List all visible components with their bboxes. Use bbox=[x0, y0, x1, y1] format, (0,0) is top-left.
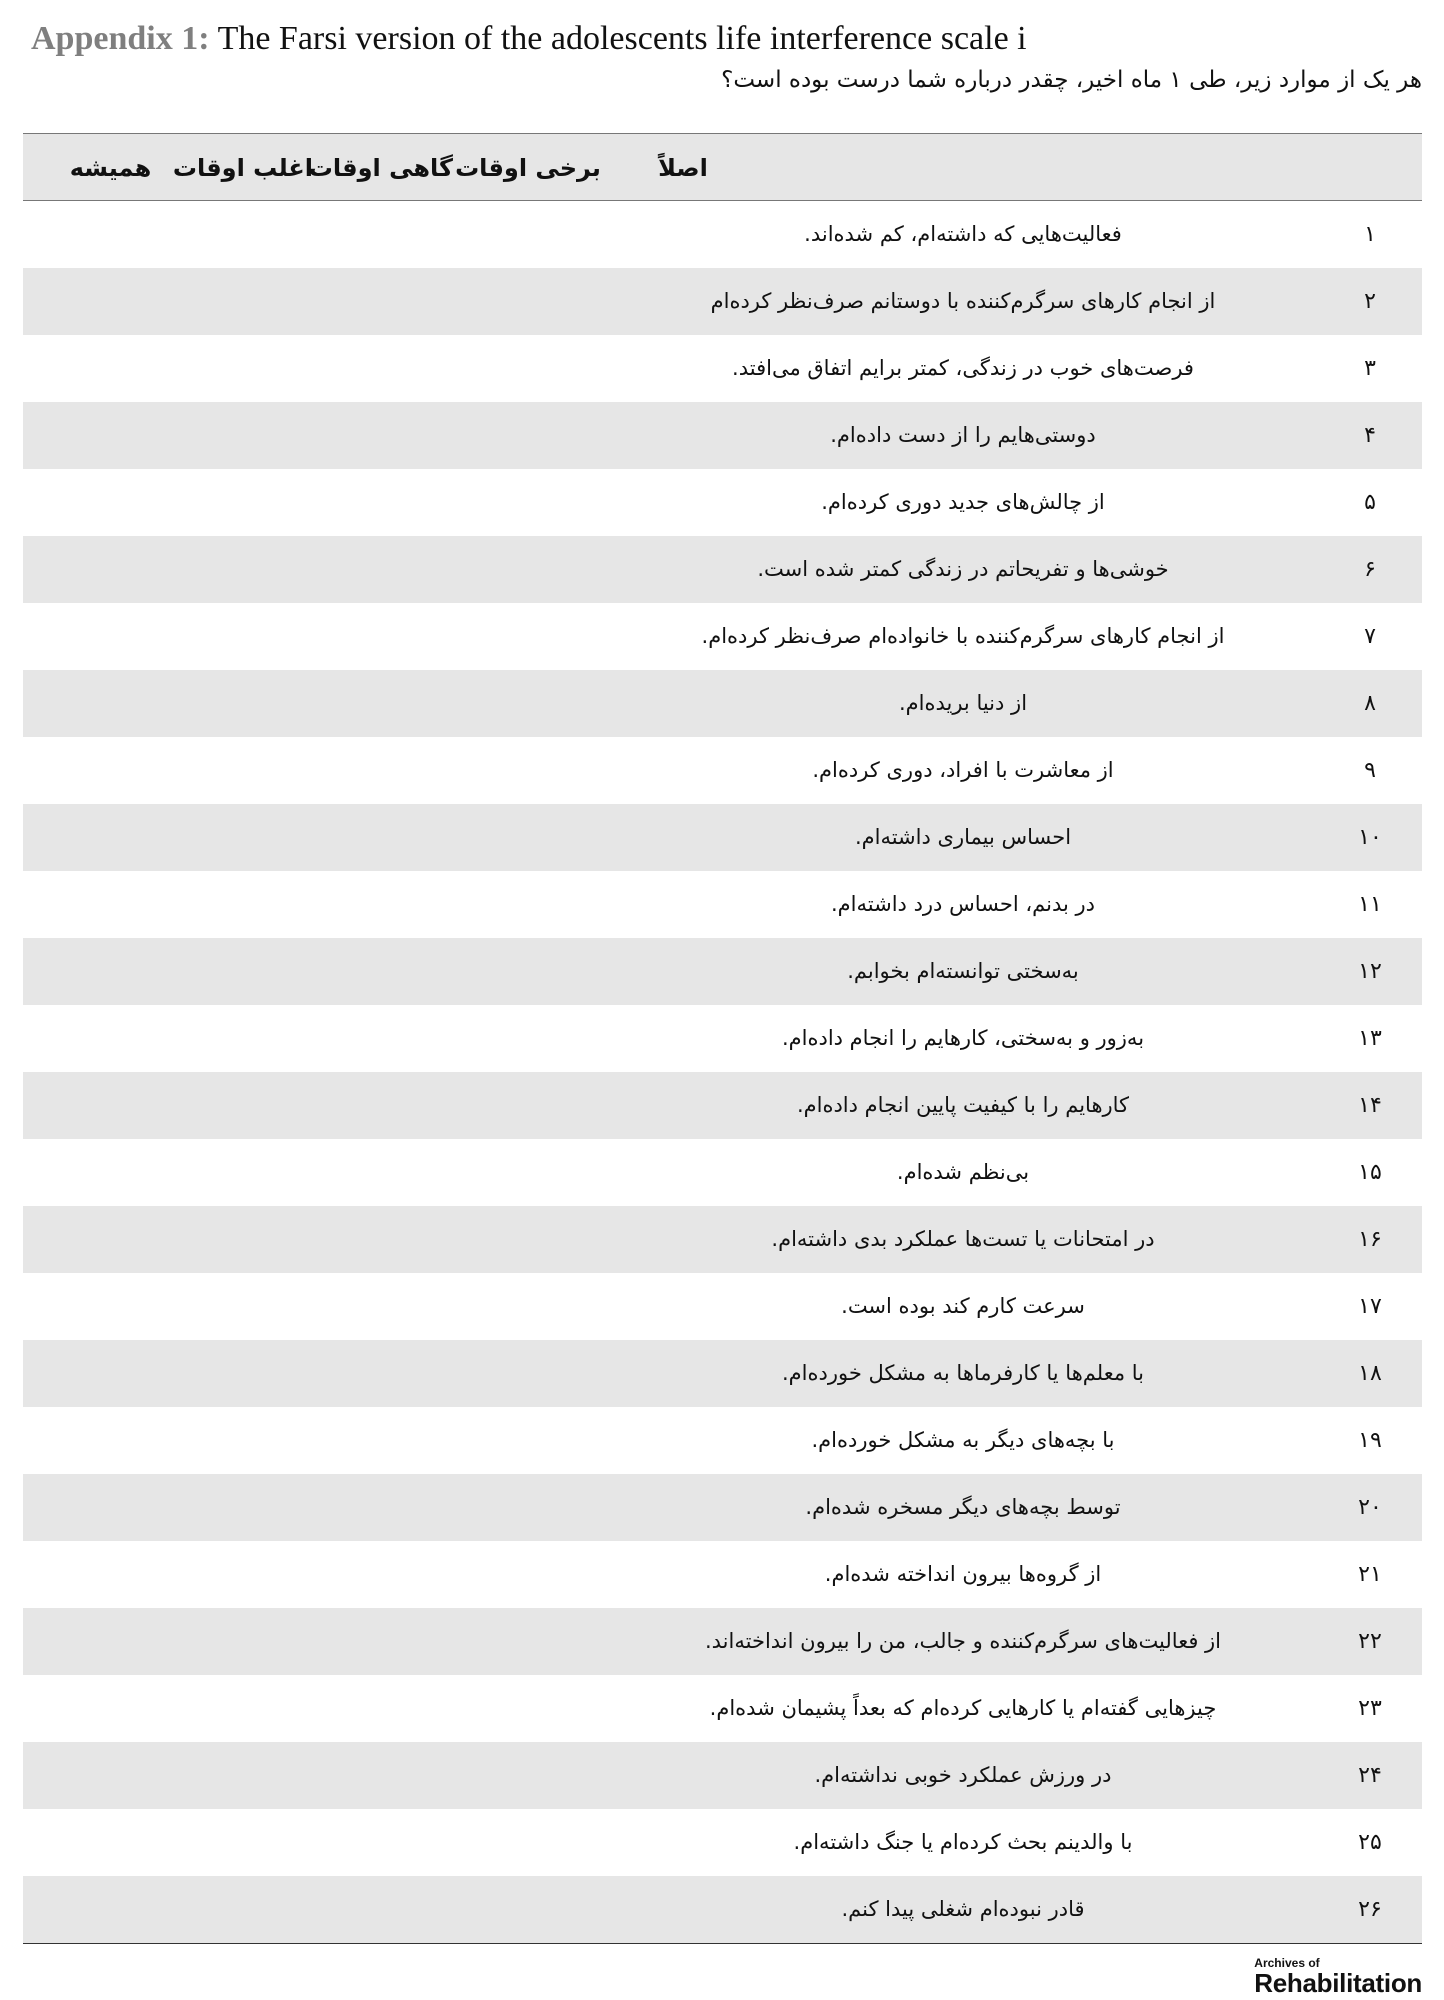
row-number: ۲۲ bbox=[1358, 1629, 1382, 1654]
table-row bbox=[23, 201, 1422, 268]
row-statement: خوشی‌ها و تفریحاتم در زندگی کمتر شده است. bbox=[757, 557, 1169, 581]
table-row bbox=[23, 670, 1422, 737]
row-statement: فرصت‌های خوب در زندگی، کمتر برایم اتفاق می‌افتد. bbox=[732, 356, 1194, 380]
row-statement: از معاشرت با افراد، دوری کرده‌ام. bbox=[812, 758, 1114, 782]
row-statement: با معلم‌ها یا کارفرماها به مشکل خورده‌ام. bbox=[781, 1361, 1145, 1385]
table-row bbox=[23, 1005, 1422, 1072]
row-statement: به‌زور و به‌سختی، کارهایم را انجام داده‌ام. bbox=[781, 1026, 1145, 1050]
appendix-title bbox=[31, 14, 1027, 64]
row-number: ۱۴ bbox=[1358, 1093, 1382, 1118]
table-row bbox=[23, 335, 1422, 402]
table-row bbox=[23, 536, 1422, 603]
table-row bbox=[23, 1742, 1422, 1809]
row-number: ۲۵ bbox=[1358, 1830, 1382, 1855]
table-row bbox=[23, 1273, 1422, 1340]
table-body bbox=[23, 201, 1422, 1943]
scale-table bbox=[23, 133, 1422, 1944]
row-number: ۱۰ bbox=[1358, 825, 1382, 850]
instruction-text: هر یک از موارد زیر، طی ۱ ماه اخیر، چقدر درباره شما درست بوده است؟ bbox=[721, 67, 1422, 93]
row-number: ۱۳ bbox=[1358, 1026, 1382, 1051]
table-row bbox=[23, 1139, 1422, 1206]
row-statement: بی‌نظم شده‌ام. bbox=[896, 1160, 1030, 1184]
row-number: ۴ bbox=[1364, 423, 1376, 448]
row-statement: از انجام کارهای سرگرم‌کننده با دوستانم صرف‌نظر کرده‌ام bbox=[710, 289, 1216, 313]
row-statement: در ورزش عملکرد خوبی نداشته‌ام. bbox=[814, 1763, 1112, 1787]
row-number: ۱۵ bbox=[1358, 1160, 1382, 1185]
journal-logo bbox=[1254, 1957, 1422, 1996]
row-number: ۶ bbox=[1364, 557, 1376, 582]
table-row bbox=[23, 1675, 1422, 1742]
row-statement: از دنیا بریده‌ام. bbox=[898, 691, 1028, 715]
column-often: اغلب اوقات bbox=[172, 154, 313, 182]
appendix-label: Appendix 1: bbox=[31, 20, 210, 57]
table-row bbox=[23, 1876, 1422, 1943]
row-number: ۱۶ bbox=[1358, 1227, 1382, 1252]
table-row bbox=[23, 938, 1422, 1005]
row-statement: سرعت کارم کند بوده است. bbox=[841, 1294, 1085, 1318]
table-row bbox=[23, 1407, 1422, 1474]
table-row bbox=[23, 737, 1422, 804]
row-number: ۲ bbox=[1364, 289, 1376, 314]
column-never: اصلاً bbox=[658, 154, 708, 182]
table-row bbox=[23, 1541, 1422, 1608]
row-statement: دوستی‌هایم را از دست داده‌ام. bbox=[830, 423, 1096, 447]
row-statement: چیزهایی گفته‌ام یا کارهایی کرده‌ام که بعداً پشیمان شده‌ام. bbox=[709, 1696, 1217, 1720]
row-statement: توسط بچه‌های دیگر مسخره شده‌ام. bbox=[805, 1495, 1121, 1519]
table-row bbox=[23, 1608, 1422, 1675]
row-statement: در امتحانات یا تست‌ها عملکرد بدی داشته‌ام. bbox=[771, 1227, 1155, 1251]
logo-big-text: Rehabilitation bbox=[1254, 1968, 1422, 1998]
row-number: ۱ bbox=[1364, 222, 1376, 247]
row-number: ۹ bbox=[1364, 758, 1376, 783]
row-statement: از فعالیت‌های سرگرم‌کننده و جالب، من را بیرون انداخته‌اند. bbox=[704, 1629, 1222, 1653]
row-number: ۲۶ bbox=[1358, 1897, 1382, 1922]
table-row bbox=[23, 1340, 1422, 1407]
table-row bbox=[23, 1474, 1422, 1541]
table-row bbox=[23, 1072, 1422, 1139]
table-header bbox=[23, 133, 1422, 201]
table-row bbox=[23, 804, 1422, 871]
table-row bbox=[23, 402, 1422, 469]
row-number: ۱۹ bbox=[1358, 1428, 1382, 1453]
table-row bbox=[23, 1206, 1422, 1273]
appendix-title-text: The Farsi version of the adolescents life interference scale i bbox=[217, 20, 1027, 57]
row-statement: کارهایم را با کیفیت پایین انجام داده‌ام. bbox=[796, 1093, 1130, 1117]
row-statement: در بدنم، احساس درد داشته‌ام. bbox=[831, 892, 1095, 916]
row-statement: قادر نبوده‌ام شغلی پیدا کنم. bbox=[841, 1897, 1085, 1921]
column-some-times: برخی اوقات bbox=[455, 154, 601, 182]
row-number: ۲۴ bbox=[1358, 1763, 1382, 1788]
table-row bbox=[23, 603, 1422, 670]
table-row bbox=[23, 469, 1422, 536]
table-row bbox=[23, 871, 1422, 938]
row-number: ۱۷ bbox=[1358, 1294, 1382, 1319]
row-number: ۷ bbox=[1364, 624, 1376, 649]
column-occasionally: گاهی اوقات bbox=[308, 154, 453, 182]
row-statement: از گروه‌ها بیرون انداخته شده‌ام. bbox=[824, 1562, 1102, 1586]
row-number: ۱۸ bbox=[1358, 1361, 1382, 1386]
row-statement: از انجام کارهای سرگرم‌کننده با خانواده‌ام صرف‌نظر کرده‌ام. bbox=[701, 624, 1225, 648]
row-statement: احساس بیماری داشته‌ام. bbox=[854, 825, 1072, 849]
table-row bbox=[23, 268, 1422, 335]
row-statement: با بچه‌های دیگر به مشکل خورده‌ام. bbox=[811, 1428, 1115, 1452]
column-always: همیشه bbox=[69, 154, 152, 182]
table-bottom-rule bbox=[23, 1943, 1422, 1944]
row-statement: با والدینم بحث کرده‌ام یا جنگ داشته‌ام. bbox=[793, 1830, 1133, 1854]
row-statement: به‌سختی توانسته‌ام بخوابم. bbox=[847, 959, 1079, 983]
row-statement: فعالیت‌هایی که داشته‌ام، کم شده‌اند. bbox=[804, 222, 1122, 246]
row-number: ۲۰ bbox=[1358, 1495, 1382, 1520]
row-number: ۳ bbox=[1364, 356, 1376, 381]
logo-small-text: Archives of bbox=[1254, 1956, 1320, 1970]
table-row bbox=[23, 1809, 1422, 1876]
row-number: ۲۱ bbox=[1358, 1562, 1382, 1587]
row-statement: از چالش‌های جدید دوری کرده‌ام. bbox=[821, 490, 1105, 514]
row-number: ۲۳ bbox=[1358, 1696, 1382, 1721]
row-number: ۱۲ bbox=[1358, 959, 1382, 984]
row-number: ۸ bbox=[1364, 691, 1376, 716]
row-number: ۱۱ bbox=[1358, 892, 1382, 917]
row-number: ۵ bbox=[1364, 490, 1376, 515]
